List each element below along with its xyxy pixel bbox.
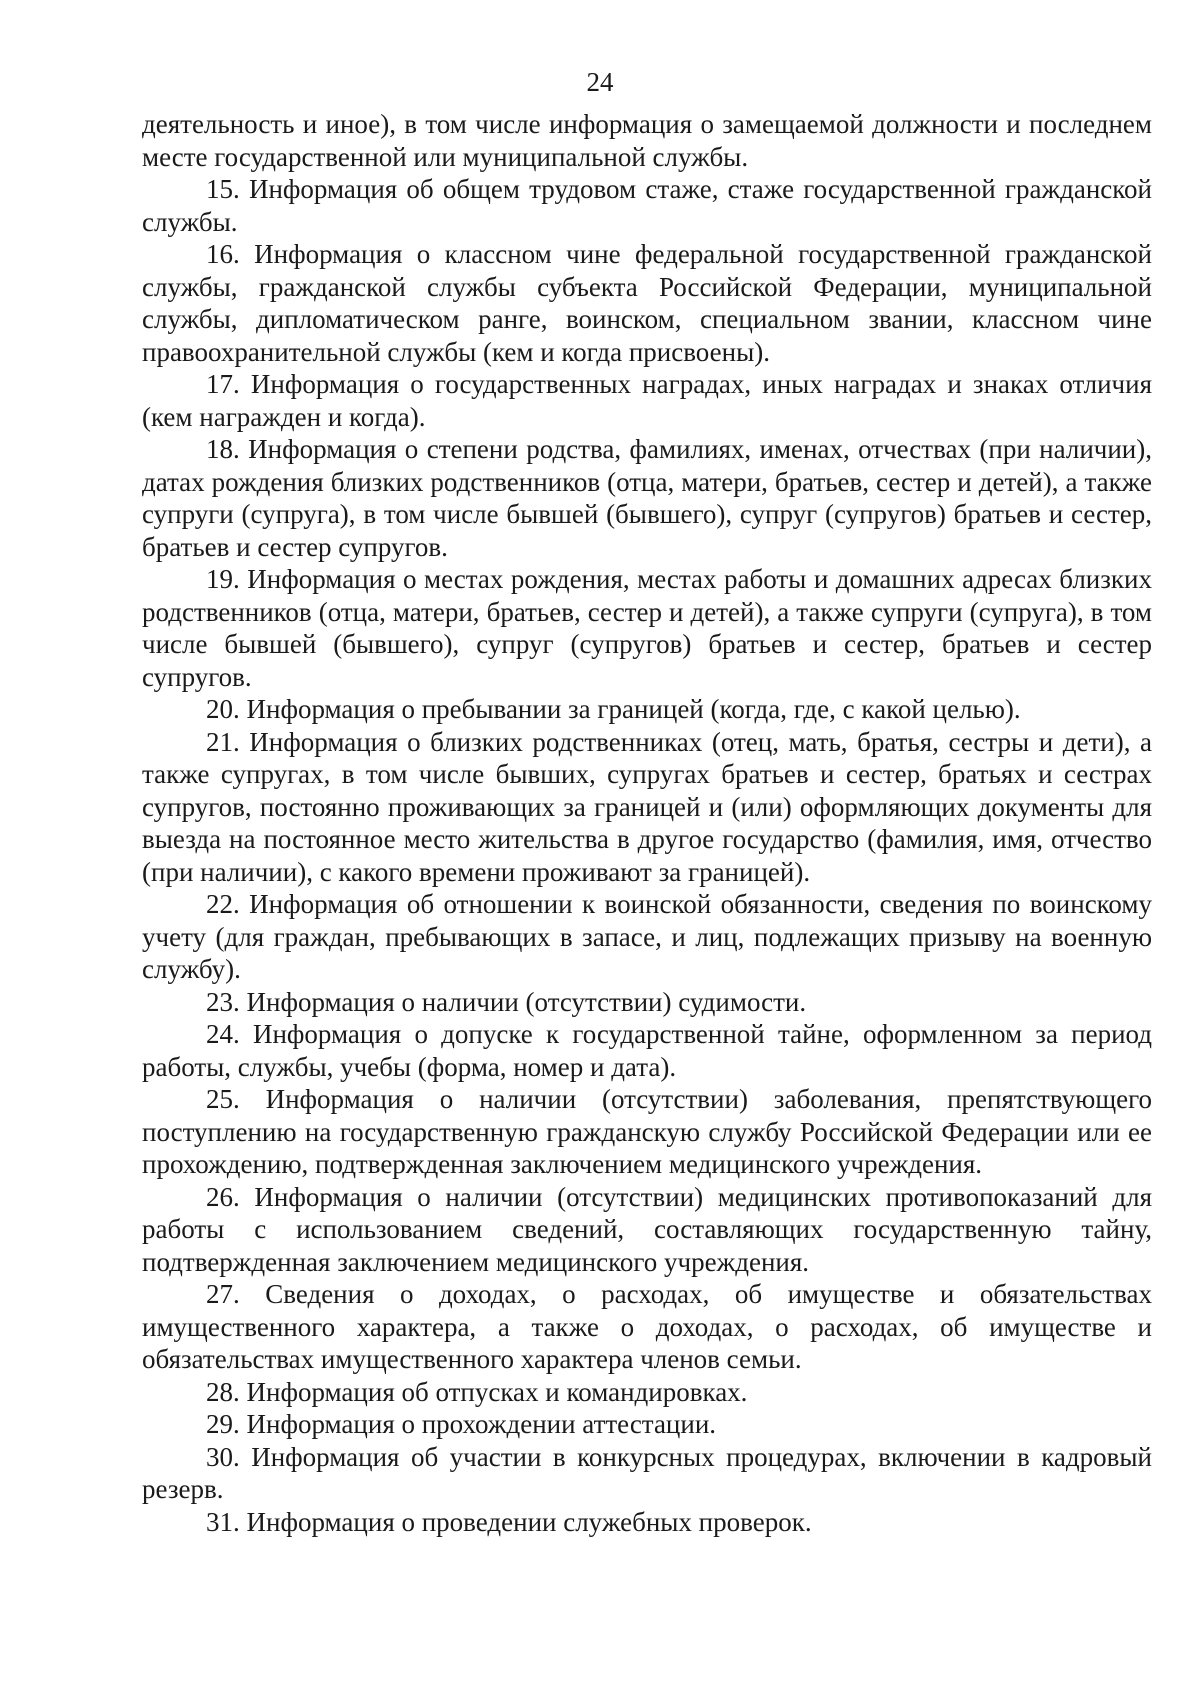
paragraph-item-31: 31. Информация о проведении служебных проверок. bbox=[206, 1506, 812, 1537]
paragraph-item-25: 25. Информация о наличии (отсутствии) заболевания, препятствующего поступлению на государственную гражданскую службу Российской Федерации или ее прохождению, подтвержденная заключением медицинского учреждения. bbox=[142, 1084, 1152, 1179]
paragraph-item-22: 22. Информация об отношении к воинской обязанности, сведения по воинскому учету (для граждан, пребывающих в запасе, и лиц, подлежащих призыву на военную службу). bbox=[142, 889, 1152, 984]
paragraph-item-18: 18. Информация о степени родства, фамилиях, именах, отчествах (при наличии), датах рождения близких родственников (отца, матери, братьев, сестер и детей), а также супруги (супруга), в том числе бывшей (бывшего), супруг (супругов) братьев и сестер, братьев и сестер супругов. bbox=[142, 434, 1152, 562]
paragraph-continuation: деятельность и иное), в том числе информация о замещаемой должности и последнем месте государственной или муниципальной службы. bbox=[142, 109, 1152, 172]
paragraph-item-28: 28. Информация об отпусках и командировках. bbox=[206, 1376, 748, 1407]
paragraph-item-21: 21. Информация о близких родственниках (отец, мать, братья, сестры и дети), а также супругах, в том числе бывших, супругах братьев и сестер, братьях и сестрах супругов, постоянно проживающих за границей и (или) оформляющих документы для выезда на постоянное место жительства в другое государство (фамилия, имя, отчество (при наличии), с какого времени проживают за границей). bbox=[142, 726, 1152, 887]
paragraph-item-23: 23. Информация о наличии (отсутствии) судимости. bbox=[206, 986, 807, 1017]
paragraph-item-15: 15. Информация об общем трудовом стаже, стаже государственной гражданской службы. bbox=[142, 174, 1152, 237]
paragraph-item-30: 30. Информация об участии в конкурсных процедурах, включении в кадровый резерв. bbox=[142, 1441, 1152, 1504]
paragraph-item-24: 24. Информация о допуске к государственной тайне, оформленном за период работы, службы, учебы (форма, номер и дата). bbox=[142, 1019, 1152, 1082]
paragraph-item-16: 16. Информация о классном чине федеральной государственной гражданской службы, гражданской службы субъекта Российской Федерации, муниципальной службы, дипломатическом ранге, воинском, специальном звании, классном чине правоохранительной службы (кем и когда присвоены). bbox=[142, 239, 1152, 367]
paragraph-item-27: 27. Сведения о доходах, о расходах, об имуществе и обязательствах имущественного характера, а также о доходах, о расходах, об имуществе и обязательствах имущественного характера членов семьи. bbox=[142, 1279, 1152, 1374]
paragraph-item-29: 29. Информация о прохождении аттестации. bbox=[206, 1409, 717, 1439]
paragraph-item-26: 26. Информация о наличии (отсутствии) медицинских противопоказаний для работы с использованием сведений, составляющих государственную тайну, подтвержденная заключением медицинского учреждения. bbox=[142, 1181, 1152, 1277]
paragraph-item-20: 20. Информация о пребывании за границей (когда, где, с какой целью). bbox=[206, 694, 1021, 724]
paragraph-item-17: 17. Информация о государственных наградах, иных наградах и знаках отличия (кем награжден и когда). bbox=[142, 369, 1152, 432]
paragraph-item-19: 19. Информация о местах рождения, местах работы и домашних адресах близких родственников (отца, матери, братьев, сестер и детей), а также супруги (супруга), в том числе бывшей (бывшего), супруг (супругов) братьев и сестер, братьев и сестер супругов. bbox=[142, 564, 1152, 692]
page-number: 24 bbox=[586, 67, 614, 97]
document-body bbox=[142, 108, 1152, 1538]
